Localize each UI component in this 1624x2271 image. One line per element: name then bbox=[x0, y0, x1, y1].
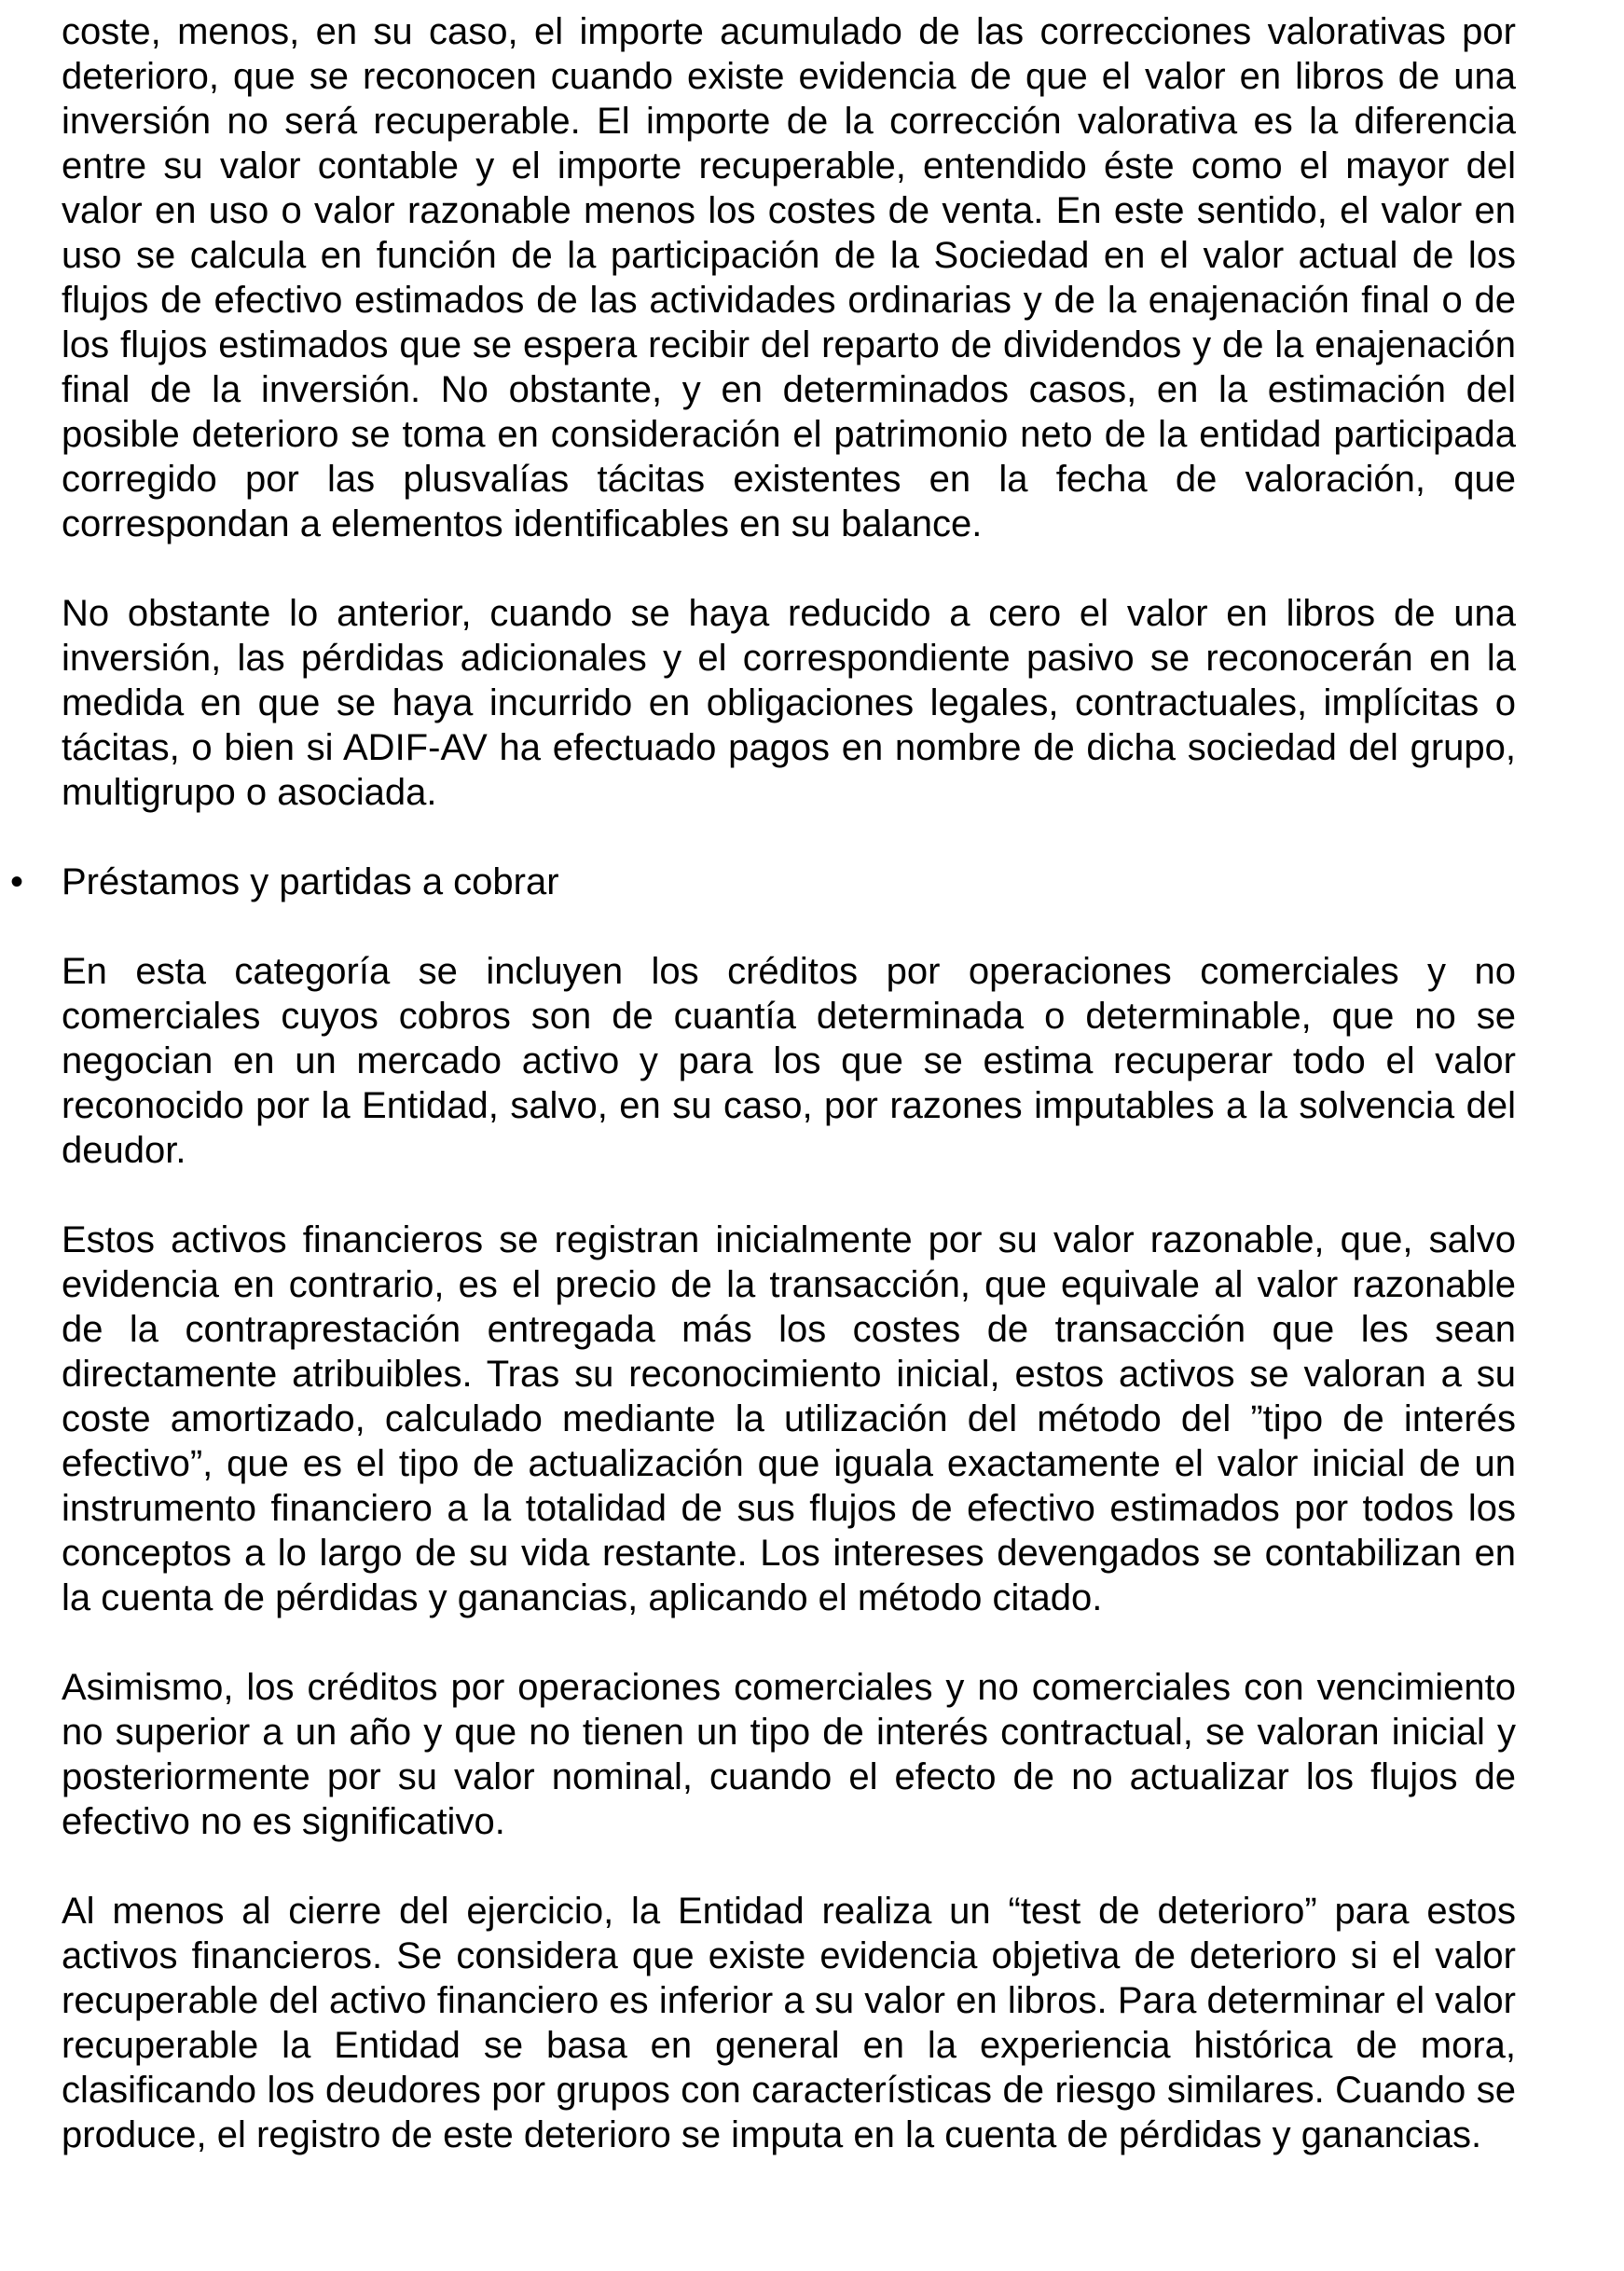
paragraph-initial-recognition: Estos activos financieros se registran inicialmente por su valor razonable, que, salvo evidencia en contrario, es el precio de la transacción, que equivale al valor razonable de la contraprestación entregada más los costes de transacción que les sean directamente atribuibles. Tras su reconocimiento inicial, estos activos se valoran a su coste amortizado, calculado mediante la utilización del método del ”tipo de interés efectivo”, que es el tipo de actualización que iguala exactamente el valor inicial de un instrumento financiero a la totalidad de sus flujos de efectivo estimados por todos los conceptos a lo largo de su vida restante. Los intereses devengados se contabilizan en la cuenta de pérdidas y ganancias, aplicando el método citado. bbox=[62, 1219, 1516, 1618]
bullet-marker: • bbox=[9, 861, 23, 902]
paragraph-nominal-value: Asimismo, los créditos por operaciones comerciales y no comerciales con vencimiento no superior a un año y que no tienen un tipo de interés contractual, se valoran inicial y posteriormente por su valor nominal, cuando el efecto de no actualizar los flujos de efectivo no es significativo. bbox=[62, 1667, 1516, 1842]
bullet-item-loans-receivables bbox=[9, 860, 1516, 904]
bullet-heading: Préstamos y partidas a cobrar bbox=[62, 861, 559, 902]
document-page bbox=[9, 9, 1516, 2157]
paragraph-impairment-investments: coste, menos, en su caso, el importe acumulado de las correcciones valorativas por deterioro, que se reconocen cuando existe evidencia de que el valor en libros de una inversión no será recuperable. El importe de la corrección valorativa es la diferencia entre su valor contable y el importe recuperable, entendido éste como el mayor del valor en uso o valor razonable menos los costes de venta. En este sentido, el valor en uso se calcula en función de la participación de la Sociedad en el valor actual de los flujos de efectivo estimados de las actividades ordinarias y de la enajenación final o de los flujos estimados que se espera recibir del reparto de dividendos y de la enajenación final de la inversión. No obstante, y en determinados casos, en la estimación del posible deterioro se toma en consideración el patrimonio neto de la entidad participada corregido por las plusvalías tácitas existentes en la fecha de valoración, que correspondan a elementos identificables en su balance. bbox=[62, 11, 1516, 544]
paragraph-zero-book-value: No obstante lo anterior, cuando se haya reducido a cero el valor en libros de una inversión, las pérdidas adicionales y el correspondiente pasivo se reconocerán en la medida en que se haya incurrido en obligaciones legales, contractuales, implícitas o tácitas, o bien si ADIF-AV ha efectuado pagos en nombre de dicha sociedad del grupo, multigrupo o asociada. bbox=[62, 593, 1516, 813]
paragraph-impairment-test: Al menos al cierre del ejercicio, la Entidad realiza un “test de deterioro” para estos activos financieros. Se considera que existe evidencia objetiva de deterioro si el valor recuperable del activo financiero es inferior a su valor en libros. Para determinar el valor recuperable la Entidad se basa en general en la experiencia histórica de mora, clasificando los deudores por grupos con características de riesgo similares. Cuando se produce, el registro de este deterioro se imputa en la cuenta de pérdidas y ganancias. bbox=[62, 1891, 1516, 2155]
paragraph-category-description: En esta categoría se incluyen los créditos por operaciones comerciales y no comerciales cuyos cobros son de cuantía determinada o determinable, que no se negocian en un mercado activo y para los que se estima recuperar todo el valor reconocido por la Entidad, salvo, en su caso, por razones imputables a la solvencia del deudor. bbox=[62, 951, 1516, 1171]
